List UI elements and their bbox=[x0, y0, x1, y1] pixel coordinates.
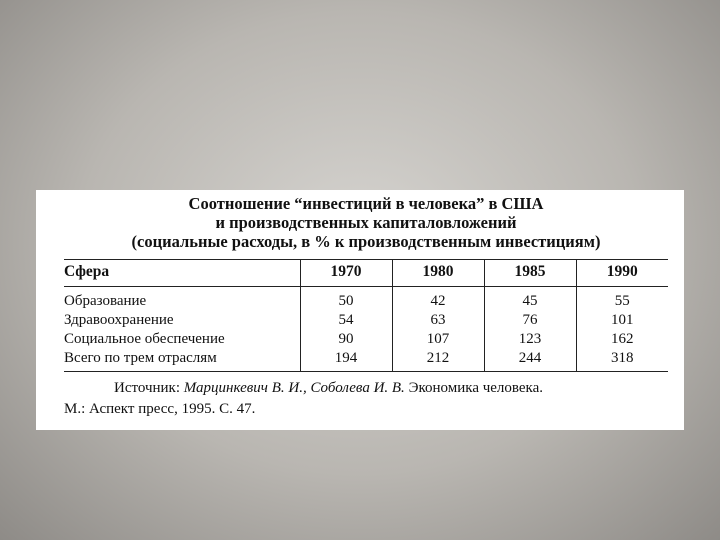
cell-value: 50 bbox=[300, 287, 392, 312]
table-title bbox=[64, 194, 668, 251]
table-row bbox=[64, 330, 668, 349]
cell-value: 107 bbox=[392, 330, 484, 349]
header-year: 1980 bbox=[392, 260, 484, 287]
header-year: 1985 bbox=[484, 260, 576, 287]
source-line-2: М.: Аспект пресс, 1995. С. 47. bbox=[64, 401, 256, 417]
cell-value: 42 bbox=[392, 287, 484, 312]
cell-value: 54 bbox=[300, 311, 392, 330]
cell-value: 212 bbox=[392, 349, 484, 372]
row-label: Социальное обеспечение bbox=[64, 331, 225, 347]
table-card bbox=[36, 190, 684, 430]
cell-value: 45 bbox=[484, 287, 576, 312]
cell-value: 194 bbox=[300, 349, 392, 372]
source-note bbox=[64, 378, 668, 420]
row-label: Здравоохранение bbox=[64, 312, 174, 328]
cell-value: 162 bbox=[576, 330, 668, 349]
source-title: Экономика человека. bbox=[404, 380, 544, 396]
title-line-3: (социальные расходы, в % к производственным инвестициям) bbox=[131, 232, 601, 251]
source-authors: Марцинкевич В. И., Соболева И. В. bbox=[183, 380, 405, 396]
source-line-1 bbox=[64, 378, 668, 399]
header-year: 1970 bbox=[300, 260, 392, 287]
table-row bbox=[64, 349, 668, 372]
row-label: Всего по трем отраслям bbox=[64, 349, 300, 372]
table-header-row bbox=[64, 260, 668, 287]
header-sphere: Сфера bbox=[64, 260, 300, 287]
title-line-1: Соотношение “инвестиций в человека” в США bbox=[188, 194, 544, 213]
cell-value: 55 bbox=[576, 287, 668, 312]
cell-value: 244 bbox=[484, 349, 576, 372]
header-year: 1990 bbox=[576, 260, 668, 287]
table-row bbox=[64, 311, 668, 330]
title-line-2: и производственных капиталовложений bbox=[215, 213, 517, 232]
row-label: Образование bbox=[64, 293, 147, 309]
cell-value: 101 bbox=[576, 311, 668, 330]
cell-value: 123 bbox=[484, 330, 576, 349]
cell-value: 90 bbox=[300, 330, 392, 349]
cell-value: 76 bbox=[484, 311, 576, 330]
data-table bbox=[64, 259, 668, 372]
source-prefix: Источник: bbox=[114, 380, 184, 396]
cell-value: 63 bbox=[392, 311, 484, 330]
table-row bbox=[64, 287, 668, 312]
cell-value: 318 bbox=[576, 349, 668, 372]
